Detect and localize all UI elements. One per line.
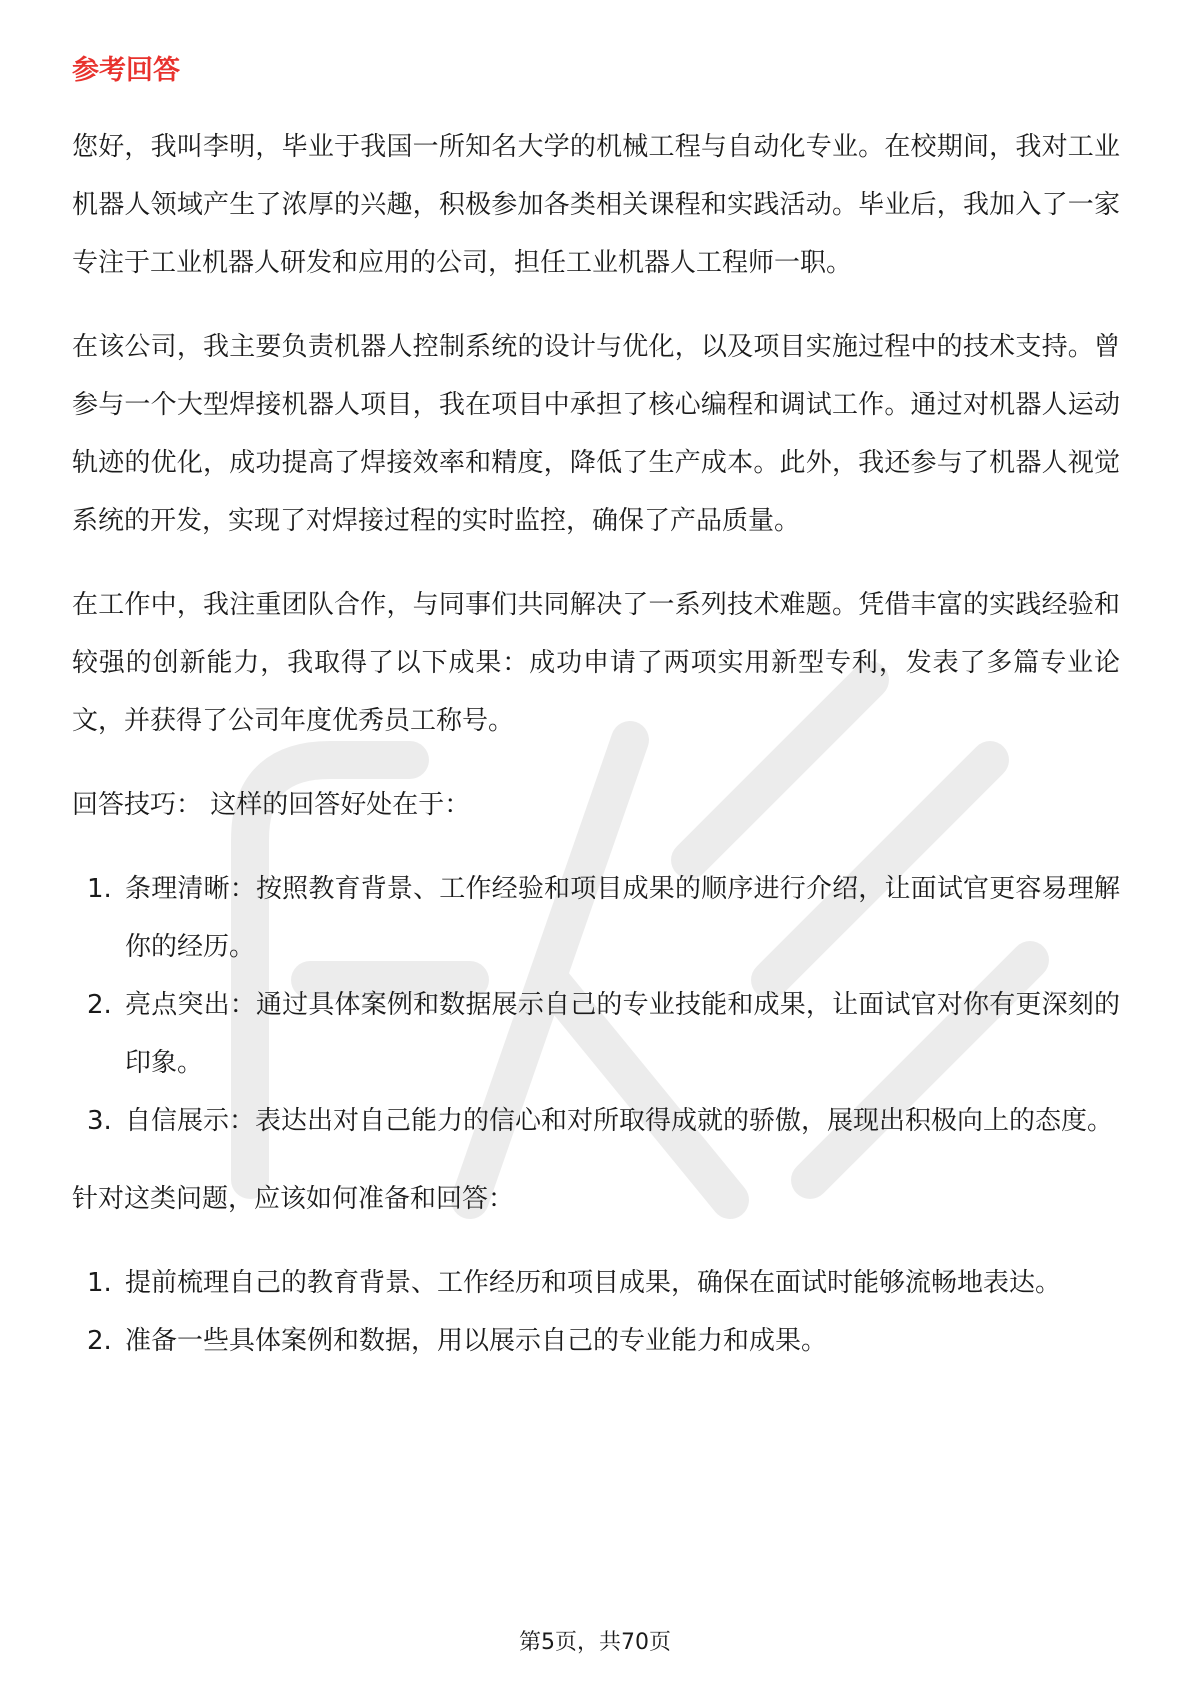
list-text: 提前梳理自己的教育背景、工作经历和项目成果，确保在面试时能够流畅地表达。 xyxy=(125,1268,1062,1298)
list-number: 2. xyxy=(87,1326,112,1356)
prep-heading: 针对这类问题，应该如何准备和回答： xyxy=(72,1184,515,1214)
content-area xyxy=(72,50,1120,1390)
answer-paragraph-3: 在工作中，我注重团队合作，与同事们共同解决了一系列技术难题。凭借丰富的实践经验和较强的创新能力，我取得了以下成果：成功申请了两项实用新型专利，发表了多篇专业论文，并获得了公司年度优秀员工称号。 xyxy=(72,590,1120,736)
list-text: 准备一些具体案例和数据，用以展示自己的专业能力和成果。 xyxy=(125,1326,828,1356)
tips-list xyxy=(72,860,1120,1150)
page-number-footer: 第5页，共70页 xyxy=(519,1630,671,1655)
list-item xyxy=(72,1312,1120,1370)
list-number: 2. xyxy=(87,990,112,1020)
list-item xyxy=(72,860,1120,976)
answer-paragraph-1: 您好，我叫李明，毕业于我国一所知名大学的机械工程与自动化专业。在校期间，我对工业机器人领域产生了浓厚的兴趣，积极参加各类相关课程和实践活动。毕业后，我加入了一家专注于工业机器人研发和应用的公司，担任工业机器人工程师一职。 xyxy=(72,132,1120,278)
list-item xyxy=(72,1092,1120,1150)
answer-paragraph-2: 在该公司，我主要负责机器人控制系统的设计与优化，以及项目实施过程中的技术支持。曾参与一个大型焊接机器人项目，我在项目中承担了核心编程和调试工作。通过对机器人运动轨迹的优化，成功提高了焊接效率和精度，降低了生产成本。此外，我还参与了机器人视觉系统的开发，实现了对焊接过程的实时监控，确保了产品质量。 xyxy=(72,332,1120,536)
tips-heading: 回答技巧： 这样的回答好处在于： xyxy=(72,790,471,820)
list-text: 自信展示：表达出对自己能力的信心和对所取得成就的骄傲，展现出积极向上的态度。 xyxy=(125,1106,1114,1136)
list-text: 亮点突出：通过具体案例和数据展示自己的专业技能和成果，让面试官对你有更深刻的印象。 xyxy=(125,990,1120,1078)
list-number: 1. xyxy=(87,1268,112,1298)
prep-list xyxy=(72,1254,1120,1370)
list-number: 1. xyxy=(87,874,112,904)
list-text: 条理清晰：按照教育背景、工作经验和项目成果的顺序进行介绍，让面试官更容易理解你的经历。 xyxy=(125,874,1120,962)
section-title: 参考回答 xyxy=(72,55,180,86)
list-number: 3. xyxy=(87,1106,112,1136)
list-item xyxy=(72,976,1120,1092)
list-item xyxy=(72,1254,1120,1312)
